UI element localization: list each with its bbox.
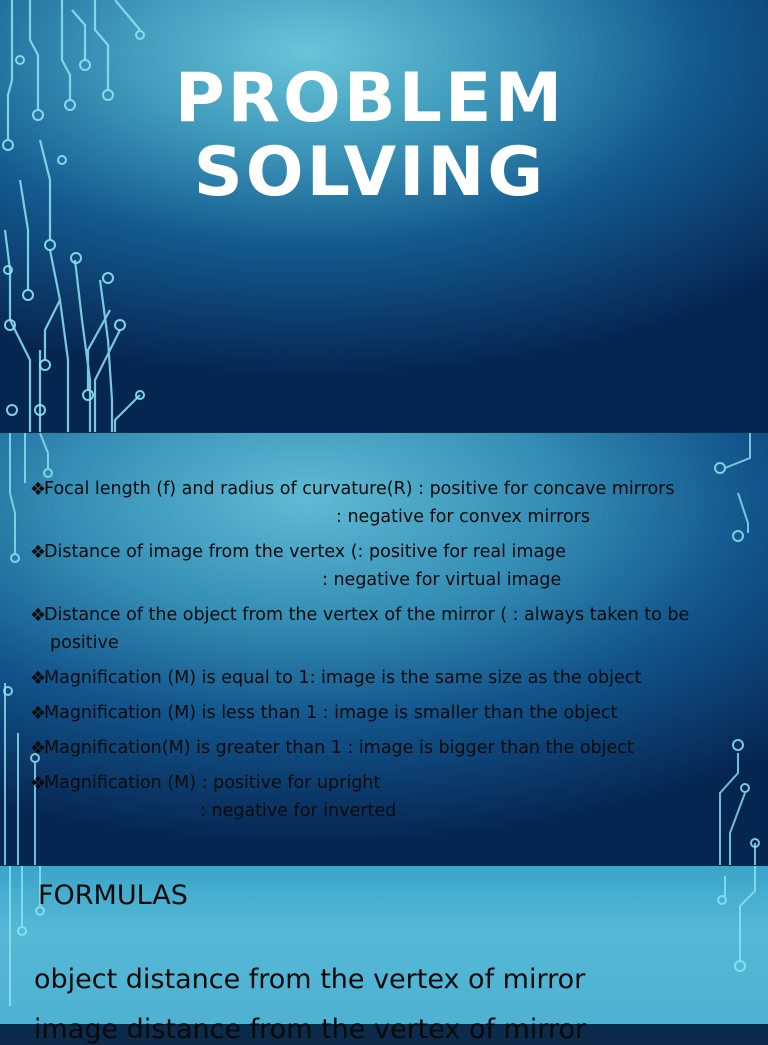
diamond-bullet-icon: ❖ [30,773,47,794]
list-item: ❖ Distance of image from the vertex (: positive for real image : negative for virtual image [30,538,750,594]
formulas-slide[interactable] [0,866,768,1045]
list-item: ❖ Magnification(M) is greater than 1 : image is bigger than the object [30,734,750,762]
diamond-bullet-icon: ❖ [30,668,47,689]
list-item: ❖ Focal length (f) and radius of curvature(R) : positive for concave mirrors : negative for convex mirrors [30,475,750,531]
sign-conventions-slide[interactable] [0,433,768,865]
diamond-bullet-icon: ❖ [30,605,47,626]
slide-title [0,59,740,212]
diamond-bullet-icon: ❖ [30,738,47,759]
list-item: ❖ Magnification (M) : positive for upright : negative for inverted [30,769,750,825]
formula-line-1: object distance from the vertex of mirror [34,964,586,995]
diamond-bullet-icon: ❖ [30,479,47,500]
sign-convention-list [30,475,750,832]
circuit-board-decoration-right [700,866,768,1024]
diamond-bullet-icon: ❖ [30,703,47,724]
list-item: ❖ Magnification (M) is less than 1 : image is smaller than the object [30,699,750,727]
list-item: ❖ Distance of the object from the vertex of the mirror ( : always taken to be positive [30,601,750,657]
title-line-2: SOLVING [193,133,547,212]
formulas-heading: FORMULAS [38,880,188,911]
title-slide[interactable] [0,0,768,432]
title-line-1: PROBLEM [174,59,566,138]
list-item: ❖ Magnification (M) is equal to 1: image is the same size as the object [30,664,750,692]
formula-line-2: image distance from the vertex of mirror [34,1014,587,1045]
diamond-bullet-icon: ❖ [30,542,47,563]
